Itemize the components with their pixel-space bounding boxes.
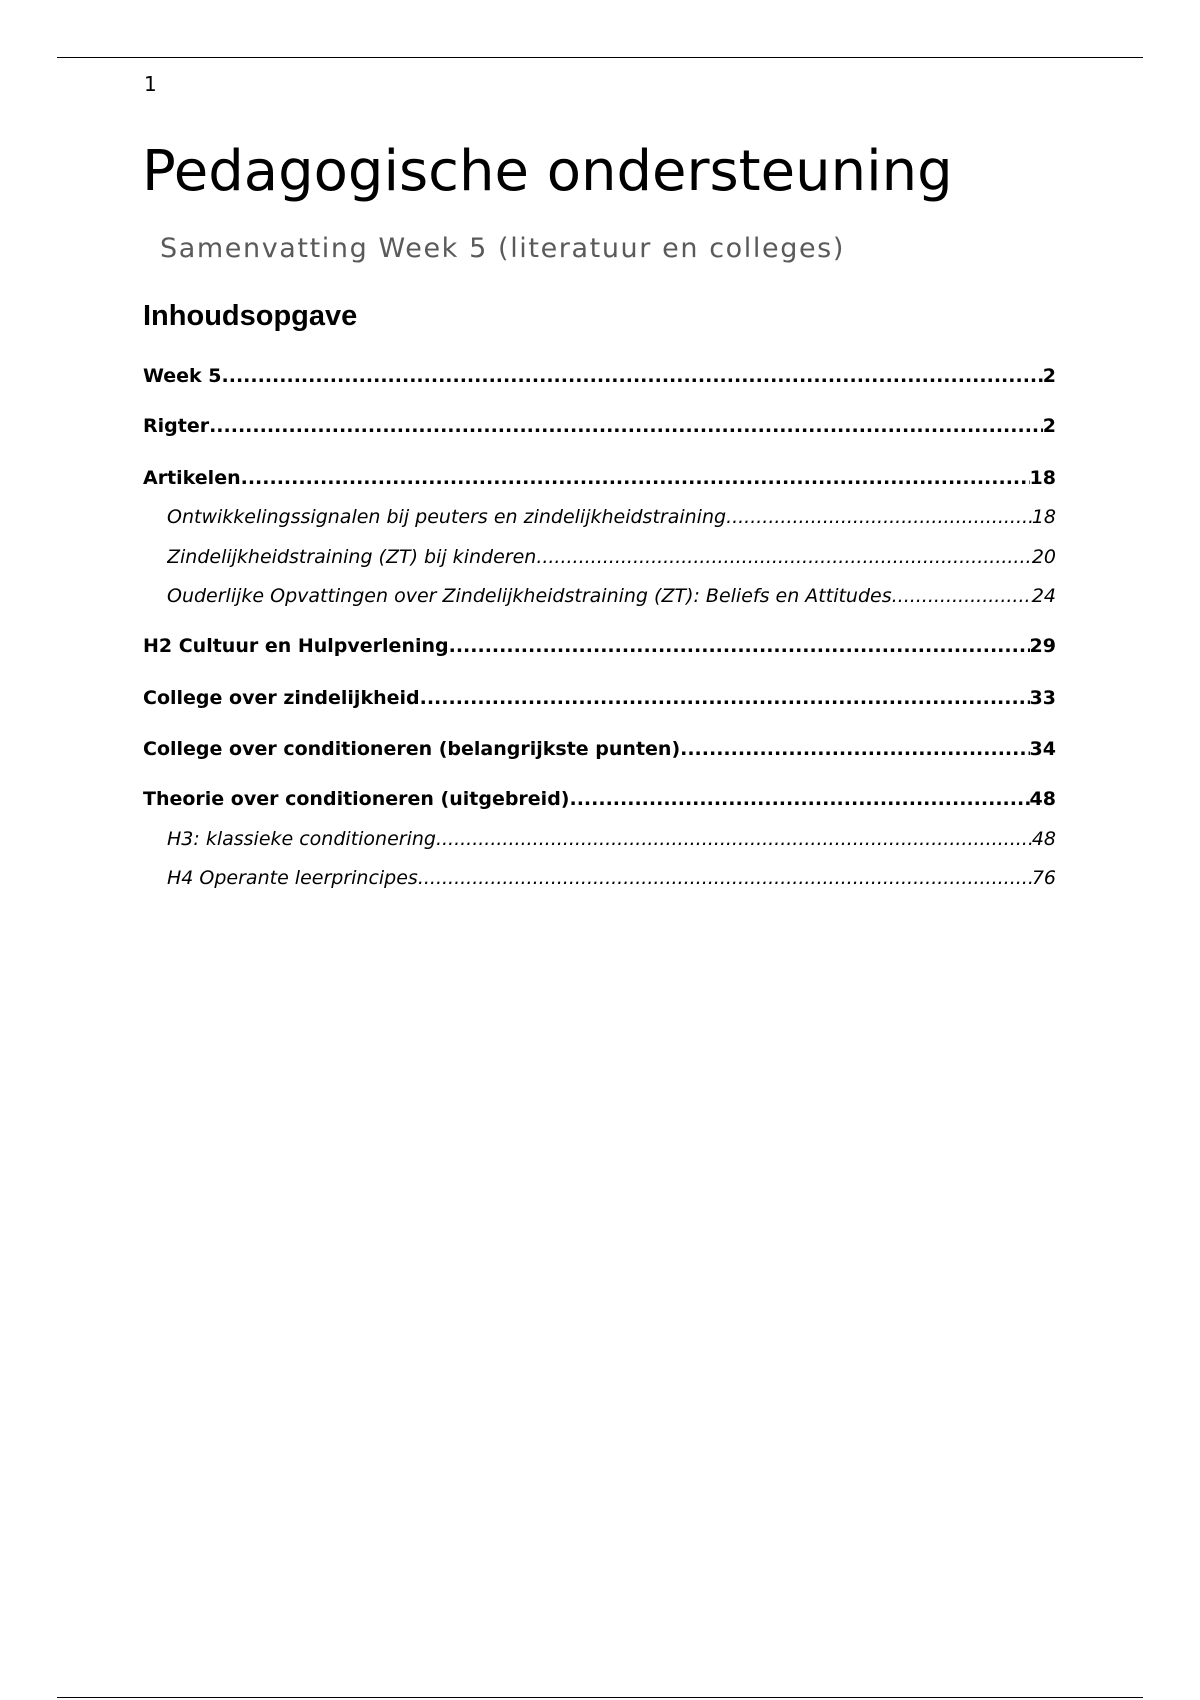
toc-entry-zindelijkheidstraining[interactable]	[167, 546, 1056, 568]
toc-entry-page: 2	[1042, 415, 1056, 437]
header-rule	[57, 57, 1143, 58]
toc-entry-page: 2	[1042, 365, 1056, 387]
toc-entry-label: Artikelen	[143, 467, 241, 489]
toc-entry-college-conditioneren[interactable]	[143, 738, 1056, 760]
toc-entry-artikelen[interactable]	[143, 467, 1056, 489]
toc-dot-leader	[209, 415, 1043, 437]
toc-entry-page: 48	[1029, 788, 1056, 810]
toc-entry-h3-klassieke[interactable]	[167, 828, 1056, 850]
toc-entry-page: 48	[1031, 828, 1056, 850]
toc-entry-college-zindelijkheid[interactable]	[143, 687, 1056, 709]
footer-rule	[57, 1697, 1143, 1698]
toc-dot-leader	[449, 635, 1030, 657]
toc-entry-label: H3: klassieke conditionering	[167, 828, 436, 850]
document-title: Pedagogische ondersteuning	[142, 139, 953, 204]
toc-entry-page: 18	[1029, 467, 1056, 489]
toc-dot-leader	[418, 867, 1032, 889]
toc-entry-week-5[interactable]	[143, 365, 1056, 387]
toc-entry-page: 33	[1029, 687, 1056, 709]
toc-entry-page: 29	[1029, 635, 1056, 657]
toc-entry-label: Ontwikkelingssignalen bij peuters en zindelijkheidstraining	[167, 506, 727, 528]
toc-entry-ouderlijke-opvattingen[interactable]	[167, 585, 1056, 607]
toc-dot-leader	[536, 546, 1032, 568]
toc-entry-label: Zindelijkheidstraining (ZT) bij kinderen	[167, 546, 537, 568]
toc-entry-page: 18	[1031, 506, 1056, 528]
toc-entry-label: Week 5	[143, 365, 222, 387]
toc-entry-label: Theorie over conditioneren (uitgebreid)	[143, 788, 570, 810]
toc-entry-page: 20	[1031, 546, 1056, 568]
toc-entry-rigter[interactable]	[143, 415, 1056, 437]
toc-entry-label: H4 Operante leerprincipes	[167, 867, 418, 889]
toc-dot-leader	[726, 506, 1032, 528]
page-number: 1	[144, 72, 157, 96]
toc-entry-page: 76	[1031, 867, 1056, 889]
toc-entry-theorie-conditioneren[interactable]	[143, 788, 1056, 810]
toc-dot-leader	[892, 585, 1032, 607]
toc-entry-h4-operante[interactable]	[167, 867, 1056, 889]
toc-dot-leader	[241, 467, 1030, 489]
toc-dot-leader	[222, 365, 1043, 387]
document-subtitle: Samenvatting Week 5 (literatuur en colleges)	[160, 233, 845, 264]
toc-entry-label: College over conditioneren (belangrijkste punten)	[143, 738, 681, 760]
toc-entry-label: Ouderlijke Opvattingen over Zindelijkheidstraining (ZT): Beliefs en Attitudes	[167, 585, 892, 607]
toc-entry-page: 24	[1031, 585, 1056, 607]
toc-dot-leader	[680, 738, 1029, 760]
toc-dot-leader	[436, 828, 1032, 850]
toc-entry-ontwikkelingssignalen[interactable]	[167, 506, 1056, 528]
toc-dot-leader	[569, 788, 1029, 810]
toc-heading: Inhoudsopgave	[143, 300, 358, 332]
toc-entry-h2-cultuur[interactable]	[143, 635, 1056, 657]
toc-entry-label: College over zindelijkheid	[143, 687, 420, 709]
toc-entry-label: H2 Cultuur en Hulpverlening	[143, 635, 449, 657]
toc-entry-page: 34	[1029, 738, 1056, 760]
toc-entry-label: Rigter	[143, 415, 210, 437]
toc-dot-leader	[420, 687, 1030, 709]
